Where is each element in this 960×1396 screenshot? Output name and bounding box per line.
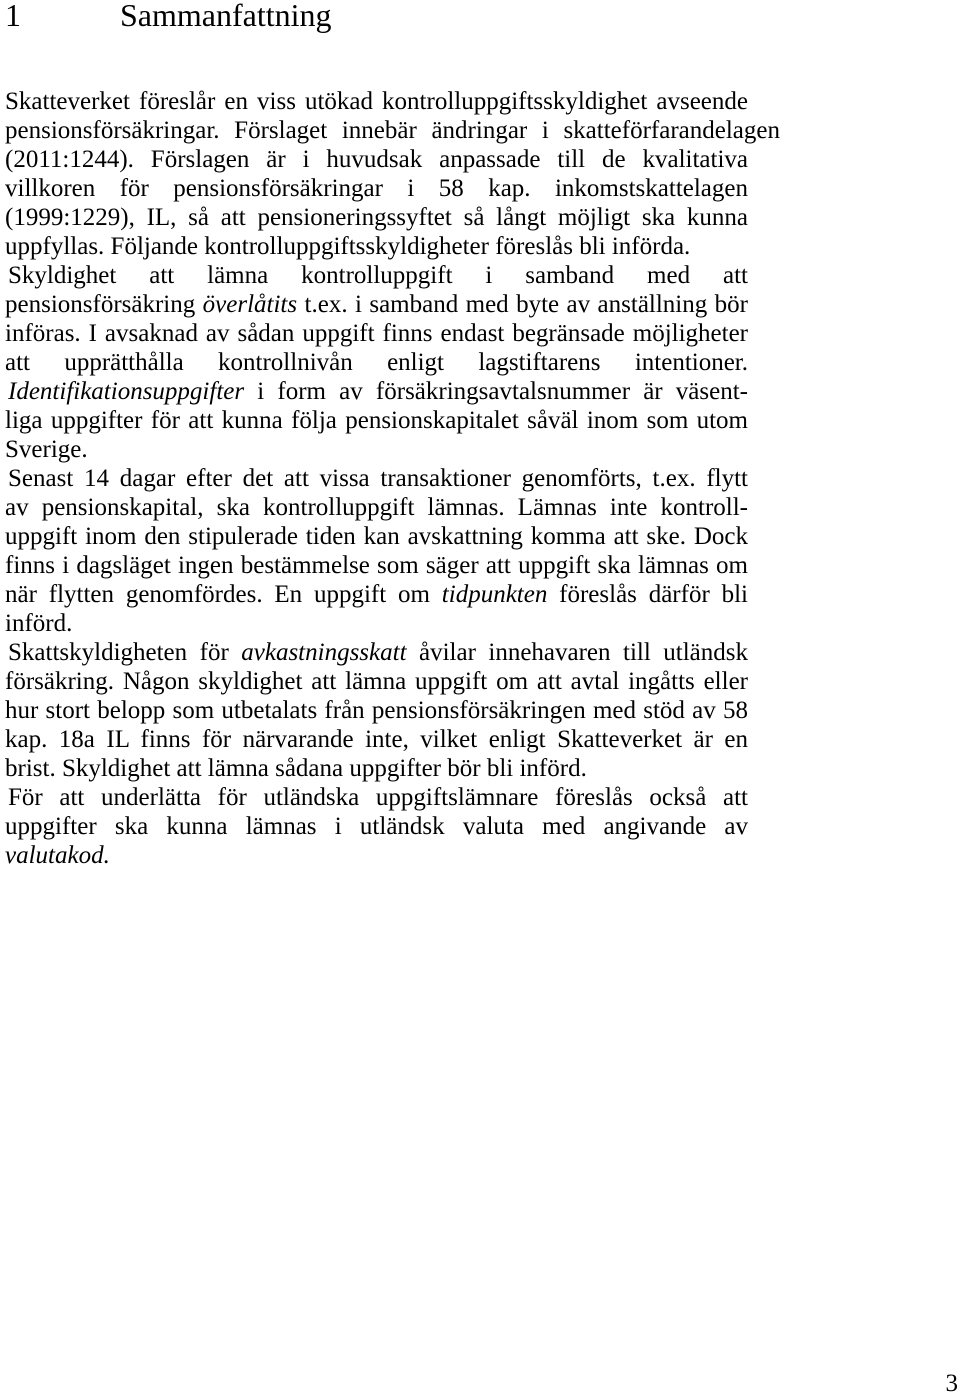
emphasis: överlåtits (202, 291, 298, 318)
body-line: att upprätthålla kontrollnivån enligt lagstiftarens intentioner. (5, 349, 748, 376)
body-line: uppgift inom den stipulerade tiden kan avskattning komma att ske. Dock (5, 523, 748, 550)
body-line: införas. I avsaknad av sådan uppgift finns endast begränsade möjligheter (5, 320, 748, 347)
body-line: uppfyllas. Följande kontrolluppgiftsskyldigheter föreslås bli införda. (5, 233, 691, 260)
line-segment: pensionsförsäkring (5, 291, 203, 318)
emphasis: tidpunkten (441, 581, 548, 608)
body-line: kap. 18a IL finns för närvarande inte, vilket enligt Skatteverket är en (5, 726, 748, 753)
body-line: villkoren för pensionsförsäkringar i 58 kap. inkomstskattelagen (5, 175, 748, 202)
body-line: Skyldighet att lämna kontrolluppgift i samband med att (8, 262, 748, 289)
body-line (5, 377, 748, 406)
body-line (5, 841, 748, 870)
page-number: 3 (945, 1370, 958, 1396)
body-line: (1999:1229), IL, så att pensioneringssyftet så långt möjligt ska kunna (5, 204, 748, 231)
body-line: brist. Skyldighet att lämna sådana uppgifter bör bli införd. (5, 755, 587, 782)
body-line: pensionsförsäkringar. Förslaget innebär ändringar i skatteförfarandelagen (5, 117, 780, 144)
body-line: Skatteverket föreslår en viss utökad kontrolluppgiftsskyldighet avseende (5, 88, 748, 115)
body-line: Senast 14 dagar efter det att vissa transaktioner genomförts, t.ex. flytt (8, 465, 748, 492)
line-segment: föreslås därför bli (547, 581, 748, 608)
body-line (5, 638, 748, 667)
line-segment: åvilar innehavaren till utländsk (406, 639, 748, 666)
body-line: (2011:1244). Förslagen är i huvudsak anpassade till de kvalitativa (5, 146, 748, 173)
body-line (5, 290, 748, 319)
summary-body (5, 87, 780, 870)
line-segment: t.ex. i samband med byte av anställning bör (297, 291, 748, 318)
section-number: 1 (5, 0, 21, 33)
line-segment: när flytten genomfördes. En uppgift om (5, 581, 442, 608)
body-line (5, 580, 748, 609)
body-line: försäkring. Någon skyldighet att lämna uppgift om att avtal ingåtts eller (5, 668, 748, 695)
emphasis: valutakod. (5, 842, 110, 869)
body-line: Sverige. (5, 436, 88, 463)
emphasis: avkastningsskatt (241, 639, 407, 666)
body-line: uppgifter ska kunna lämnas i utländsk valuta med angivande av (5, 813, 748, 840)
body-line: hur stort belopp som utbetalats från pensionsförsäkringen med stöd av 58 (5, 697, 748, 724)
body-line: införd. (5, 610, 73, 637)
emphasis: Identifikationsuppgifter (8, 378, 245, 405)
body-line: finns i dagsläget ingen bestämmelse som säger att uppgift ska lämnas om (5, 552, 748, 579)
body-line: För att underlätta för utländska uppgiftslämnare föreslås också att (8, 784, 748, 811)
body-line: av pensionskapital, ska kontrolluppgift lämnas. Lämnas inte kontroll- (5, 494, 748, 521)
body-line: liga uppgifter för att kunna följa pensionskapitalet såväl inom som utom (5, 407, 748, 434)
section-title: Sammanfattning (120, 0, 332, 33)
line-segment: Skattskyldigheten för (8, 639, 242, 666)
line-segment: i form av försäkringsavtalsnummer är väsent- (244, 378, 748, 405)
